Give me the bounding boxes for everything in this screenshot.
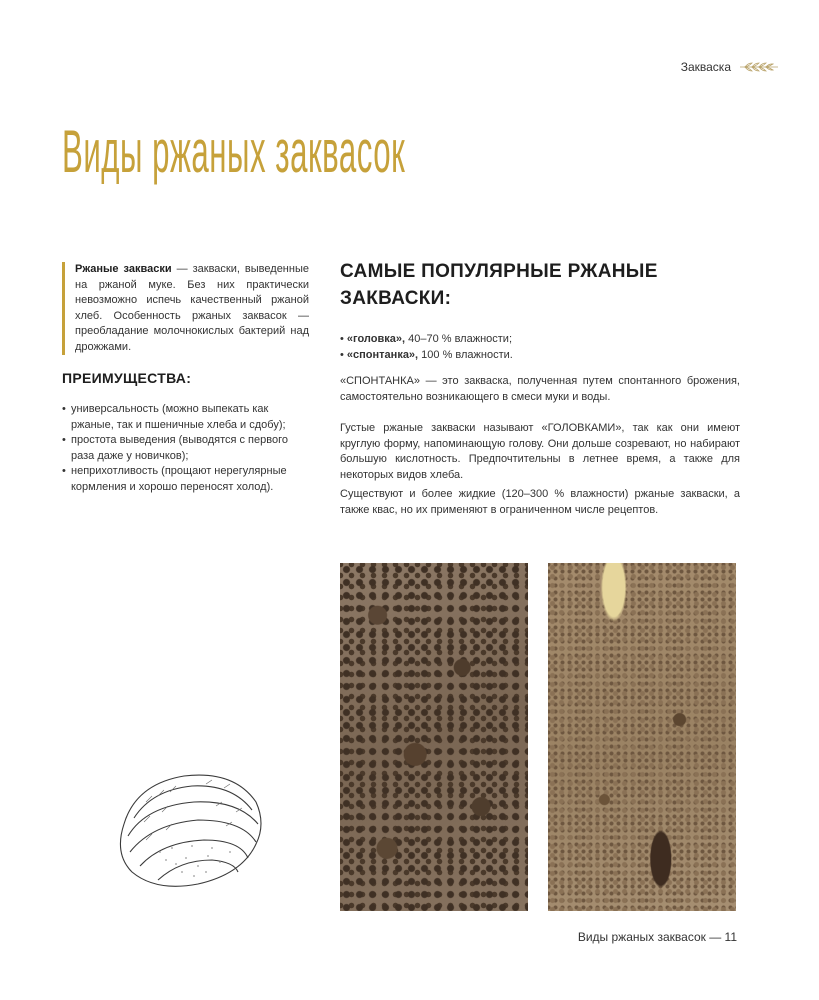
running-head bbox=[681, 60, 779, 74]
intro-term: Ржаные закваски bbox=[75, 263, 172, 275]
spontanka-paragraph: «СПОНТАНКА» — это закваска, полученная путем спонтанного брожения, самостоятельно возникающего в смеси муки и воды. bbox=[340, 375, 740, 403]
page-title: Виды ржаных заквасок bbox=[62, 118, 406, 185]
list-item: • простота выведения (выводятся с первого раза даже у новичков); bbox=[62, 433, 312, 464]
type-name: «головка», bbox=[346, 333, 406, 345]
advantages-list bbox=[62, 402, 312, 495]
liquid-starters-paragraph: Существуют и более жидкие (120–300 % влажности) ржаные закваски, а также квас, но их применяют в ограниченном числе рецептов. bbox=[340, 488, 740, 516]
advantages-heading: ПРЕИМУЩЕСТВА: bbox=[62, 370, 192, 386]
intro-paragraph bbox=[62, 262, 309, 355]
starter-types-list bbox=[340, 332, 740, 363]
popular-heading: САМЫЕ ПОПУЛЯРНЫЕ РЖАНЫЕ ЗАКВАСКИ: bbox=[340, 261, 658, 309]
type-detail: 40–70 % влажности; bbox=[405, 333, 513, 345]
list-item: • универсальность (можно выпекать как ржаные, так и пшеничные хлеба и сдобу); bbox=[62, 402, 312, 433]
type-name: «спонтанка», bbox=[346, 348, 419, 361]
list-item: • неприхотливость (прощают нерегулярные кормления и хорошо переносят холод). bbox=[62, 464, 312, 495]
section-label: Закваска bbox=[680, 60, 731, 74]
rye-bread-crumb-photo bbox=[340, 563, 528, 911]
wheat-ear-icon bbox=[739, 62, 779, 72]
rye-bread-crumb-photo-2 bbox=[548, 563, 736, 911]
list-item: • «головка», 40–70 % влажности; bbox=[340, 333, 513, 345]
page-footer: Виды ржаных заквасок — 11 bbox=[577, 930, 737, 944]
list-item: • «спонтанка», 100 % влажности. bbox=[340, 348, 513, 361]
golovka-paragraph: Густые ржаные закваски называют «ГОЛОВКАМИ», так как они имеют круглую форму, напоминающую голову. Они дольше созревают, но набирают большую кислотность. Предпочтительны в летнее время, а также для некоторых видов хлеба. bbox=[340, 422, 740, 481]
type-detail: 100 % влажности. bbox=[418, 348, 513, 361]
intro-text: — закваски, выведенные на ржаной муке. Без них практически невозможно испечь качественный ржаной хлеб. Особенность ржаных заквасок — преобладание молочнокислых бактерий над дрожжами. bbox=[75, 263, 309, 353]
bread-loaf-illustration bbox=[106, 762, 272, 898]
